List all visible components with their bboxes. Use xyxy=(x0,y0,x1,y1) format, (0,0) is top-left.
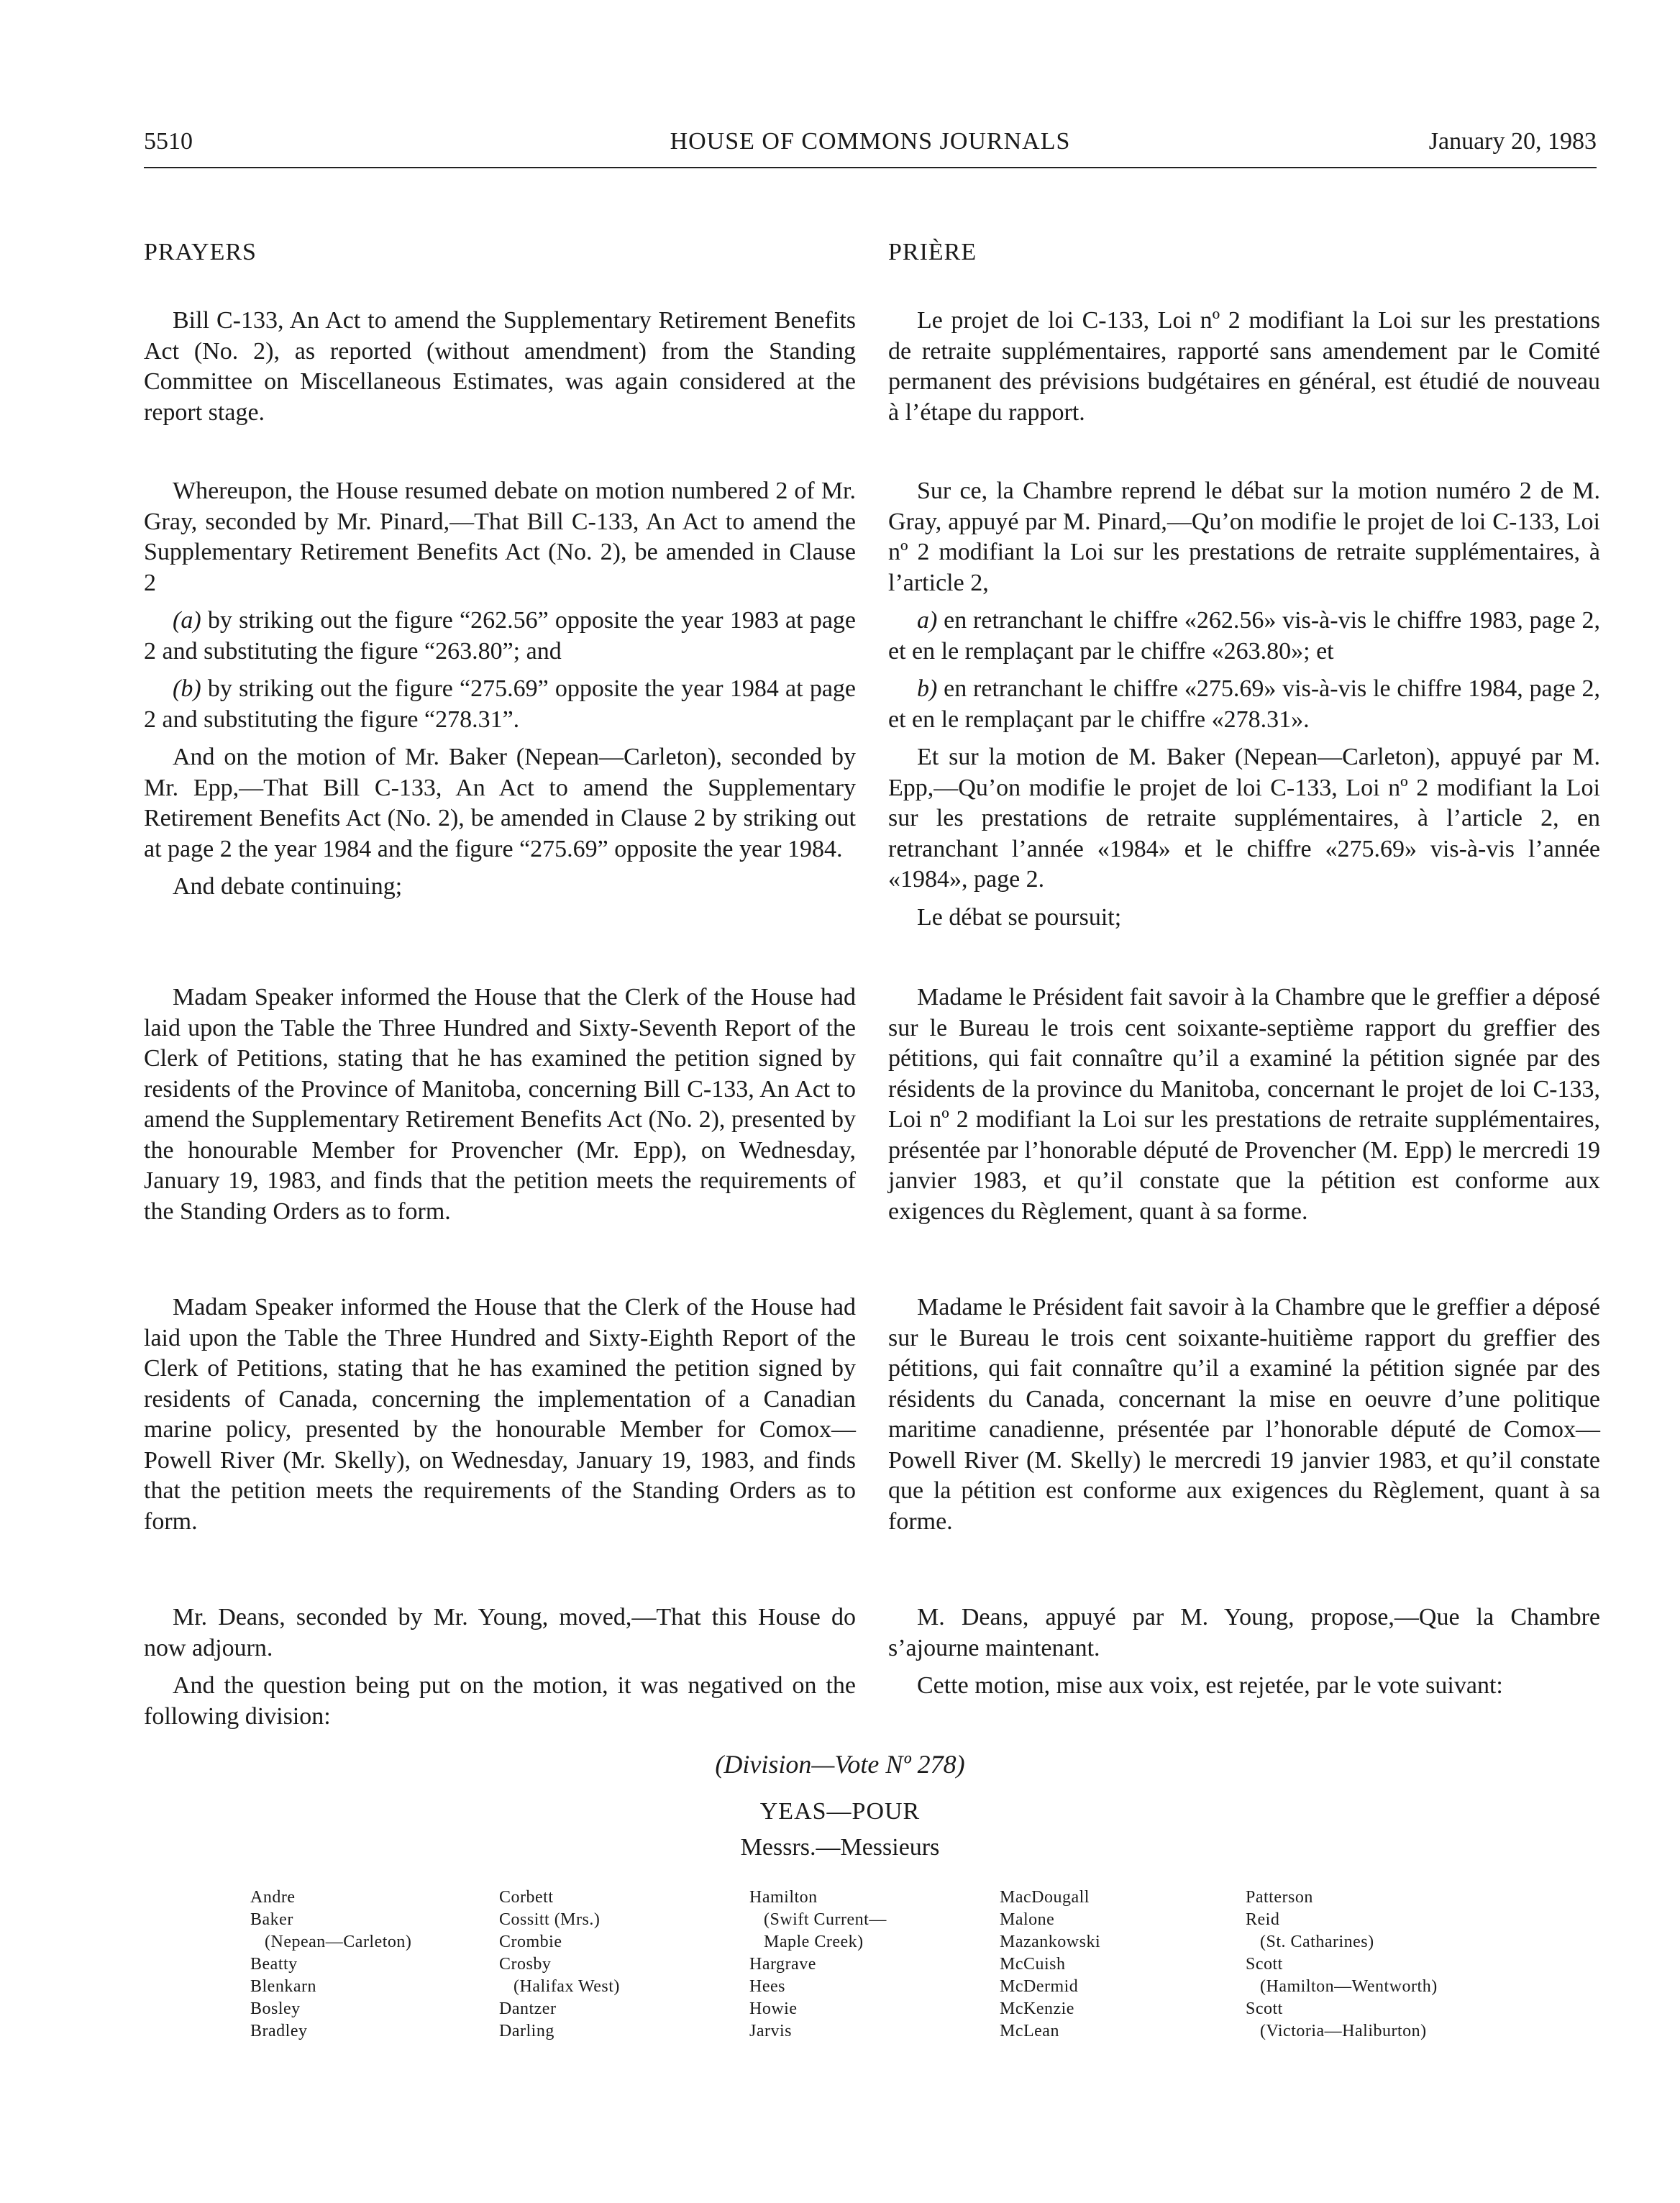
member-name: McKenzie xyxy=(1000,1999,1074,2018)
division-name-column xyxy=(1000,1887,1100,2043)
division-name-column xyxy=(250,1887,411,2043)
member-name: Corbett xyxy=(499,1888,554,1907)
page-date: January 20, 1983 xyxy=(1428,128,1597,155)
english-petition-368: Madam Speaker informed the House that the Clerk of the House had laid upon the Table the Three Hundred and Sixty-Eighth Report of the Clerk of Petitions, stating that he has examined the petition signed by residents of Canada, concerning the implementation of a Canadian marine policy, presented by the honourable Member for Comox—Powell River (Mr. Skelly), on Wednesday, January 19, 1983, and finds that the petition meets the requirements of the Standing Orders as to form. xyxy=(144,1294,856,1535)
division-name-column xyxy=(499,1887,620,2043)
division-name-column xyxy=(749,1887,887,2043)
page-number: 5510 xyxy=(144,128,193,155)
english-adjourn-block xyxy=(144,1602,856,1732)
member-name: MacDougall xyxy=(1000,1888,1090,1907)
french-debate-continuing: Le débat se poursuit; xyxy=(917,903,1122,931)
member-name: Bosley xyxy=(250,1999,301,2018)
member-name: Patterson xyxy=(1246,1888,1313,1907)
french-amendment-a: a) en retranchant le chiffre «262.56» vis-à-vis le chiffre 1983, page 2, et en le remplaçant par le chiffre «263.80»; et xyxy=(888,607,1600,665)
member-name: Darling xyxy=(499,2022,554,2040)
member-name: (St. Catharines) xyxy=(1260,1933,1374,1951)
member-name: Hargrave xyxy=(749,1955,816,1974)
member-name: McLean xyxy=(1000,2022,1059,2040)
member-name: Hees xyxy=(749,1977,785,1996)
member-name: Baker xyxy=(250,1910,293,1929)
french-division-intro: Cette motion, mise aux voix, est rejetée, par le vote suivant: xyxy=(917,1672,1503,1699)
french-motion-gray: Sur ce, la Chambre reprend le débat sur la motion numéro 2 de M. Gray, appuyé par M. Pinard,—Qu’on modifie le projet de loi C-133, Loi nº 2 modifiant la Loi sur les prestations de retraite supplémentaires, à l’article 2, xyxy=(888,478,1600,596)
english-bill-paragraph: Bill C-133, An Act to amend the Supplementary Retirement Benefits Act (No. 2), as reported (without amendment) from the Standing Committee on Miscellaneous Estimates, was again considered at the report stage. xyxy=(144,307,856,426)
member-name: Hamilton xyxy=(749,1888,818,1907)
french-debate-block xyxy=(888,476,1600,933)
member-name: McDermid xyxy=(1000,1977,1079,1996)
french-heading-block xyxy=(888,237,1600,268)
division-messrs-heading: Messrs.—Messieurs xyxy=(740,1834,940,1861)
member-name: Bradley xyxy=(250,2022,308,2040)
english-motion-gray: Whereupon, the House resumed debate on motion numbered 2 of Mr. Gray, seconded by Mr. Pinard,—That Bill C-133, An Act to amend the Supplementary Retirement Benefits Act (No. 2), be amended in Clause 2 xyxy=(144,478,856,596)
member-name: (Hamilton—Wentworth) xyxy=(1260,1977,1438,1996)
english-heading: PRAYERS xyxy=(144,239,257,265)
member-name: Crombie xyxy=(499,1933,562,1951)
page-header xyxy=(144,128,1597,168)
english-petition-367: Madam Speaker informed the House that the Clerk of the House had laid upon the Table the Three Hundred and Sixty-Seventh Report of the Clerk of Petitions, stating that he has examined the petition signed by residents of the Province of Manitoba, concerning Bill C-133, An Act to amend the Supplementary Retirement Benefits Act (No. 2), presented by the honourable Member for Provencher (Mr. Epp), on Wednesday, January 19, 1983, and finds that the petition meets the requirements of the Standing Orders as to form. xyxy=(144,984,856,1225)
member-name: Beatty xyxy=(250,1955,298,1974)
english-debate-block xyxy=(144,476,856,903)
member-name: Maple Creek) xyxy=(764,1933,864,1951)
member-name: Crosby xyxy=(499,1955,552,1974)
french-petition-367: Madame le Président fait savoir à la Chambre que le greffier a déposé sur le Bureau le trois cent soixante-septième rapport du greffier des pétitions, qui fait connaître qu’il a examiné la pétition signée par des résidents de la province du Manitoba, concernant le projet de loi C-133, Loi nº 2 modifiant la Loi sur les prestations de retraite supplémentaires, présentée par l’honorable député de Provencher (M. Epp) le mercredi 19 janvier 1983, et qu’il constate que la pétition est conforme aux exigences du Règlement, quant à sa forme. xyxy=(888,984,1600,1225)
division-yeas-heading: YEAS—POUR xyxy=(759,1798,921,1825)
member-name: Cossitt (Mrs.) xyxy=(499,1910,601,1929)
member-name: Howie xyxy=(749,1999,798,2018)
english-division-intro: And the question being put on the motion, it was negatived on the following division: xyxy=(144,1672,856,1730)
member-name: Mazankowski xyxy=(1000,1933,1101,1951)
english-debate-continuing: And debate continuing; xyxy=(173,873,403,900)
french-adjourn-motion: M. Deans, appuyé par M. Young, propose,—Que la Chambre s’ajourne maintenant. xyxy=(888,1604,1600,1661)
member-name: (Swift Current— xyxy=(764,1910,887,1929)
english-motion-baker: And on the motion of Mr. Baker (Nepean—Carleton), seconded by Mr. Epp,—That Bill C-133, An Act to amend the Supplementary Retirement Benefits Act (No. 2), be amended in Clause 2 by striking out at page 2 the year 1984 and the figure “275.69” opposite the year 1984. xyxy=(144,744,856,862)
french-bill-paragraph: Le projet de loi C-133, Loi nº 2 modifiant la Loi sur les prestations de retraite supplémentaires, rapporté sans amendement par le Comité permanent des prévisions budgétaires en général, est étudié de nouveau à l’étape du rapport. xyxy=(888,307,1600,426)
member-name: Blenkarn xyxy=(250,1977,316,1996)
division-title: (Division—Vote Nº 278) xyxy=(715,1750,965,1779)
french-amendment-b: b) en retranchant le chiffre «275.69» vis-à-vis le chiffre 1984, page 2, et en le remplaçant par le chiffre «278.31». xyxy=(888,675,1600,733)
french-petition-368: Madame le Président fait savoir à la Chambre que le greffier a déposé sur le Bureau le trois cent soixante-huitième rapport du greffier des pétitions, qui fait connaître qu’il a examiné la pétition signée par des résidents du Canada, concernant la mise en oeuvre d’une politique maritime canadienne, présentée par l’honorable député de Comox—Powell River (M. Skelly) le mercredi 19 janvier 1983, et qu’il constate que la pétition est conforme aux exigences du Règlement, quant à sa forme. xyxy=(888,1294,1600,1535)
english-amendment-a: (a) by striking out the figure “262.56” opposite the year 1983 at page 2 and substituting the figure “263.80”; and xyxy=(144,607,856,665)
english-adjourn-motion: Mr. Deans, seconded by Mr. Young, moved,—That this House do now adjourn. xyxy=(144,1604,856,1661)
division-name-column xyxy=(1246,1887,1438,2043)
english-heading-block xyxy=(144,237,856,268)
member-name: Reid xyxy=(1246,1910,1280,1929)
member-name: Malone xyxy=(1000,1910,1055,1929)
member-name: Dantzer xyxy=(499,1999,557,2018)
member-name: McCuish xyxy=(1000,1955,1066,1974)
member-name: (Victoria—Haliburton) xyxy=(1260,2022,1427,2040)
french-adjourn-block xyxy=(888,1602,1600,1702)
member-name: Jarvis xyxy=(749,2022,792,2040)
member-name: Andre xyxy=(250,1888,296,1907)
member-name: Scott xyxy=(1246,1999,1283,2018)
english-amendment-b: (b) by striking out the figure “275.69” opposite the year 1984 at page 2 and substituting the figure “278.31”. xyxy=(144,675,856,733)
french-heading: PRIÈRE xyxy=(888,239,977,265)
member-name: (Halifax West) xyxy=(513,1977,620,1996)
member-name: (Nepean—Carleton) xyxy=(265,1933,412,1951)
journal-title: HOUSE OF COMMONS JOURNALS xyxy=(670,128,1071,155)
french-motion-baker: Et sur la motion de M. Baker (Nepean—Carleton), appuyé par M. Epp,—Qu’on modifie le projet de loi C-133, Loi nº 2 modifiant la Loi sur les prestations de retraite supplémentaires, à l’article 2, en retranchant l’année «1984» et le chiffre «275.69» vis-à-vis l’année «1984», page 2. xyxy=(888,744,1600,893)
member-name: Scott xyxy=(1246,1955,1283,1974)
